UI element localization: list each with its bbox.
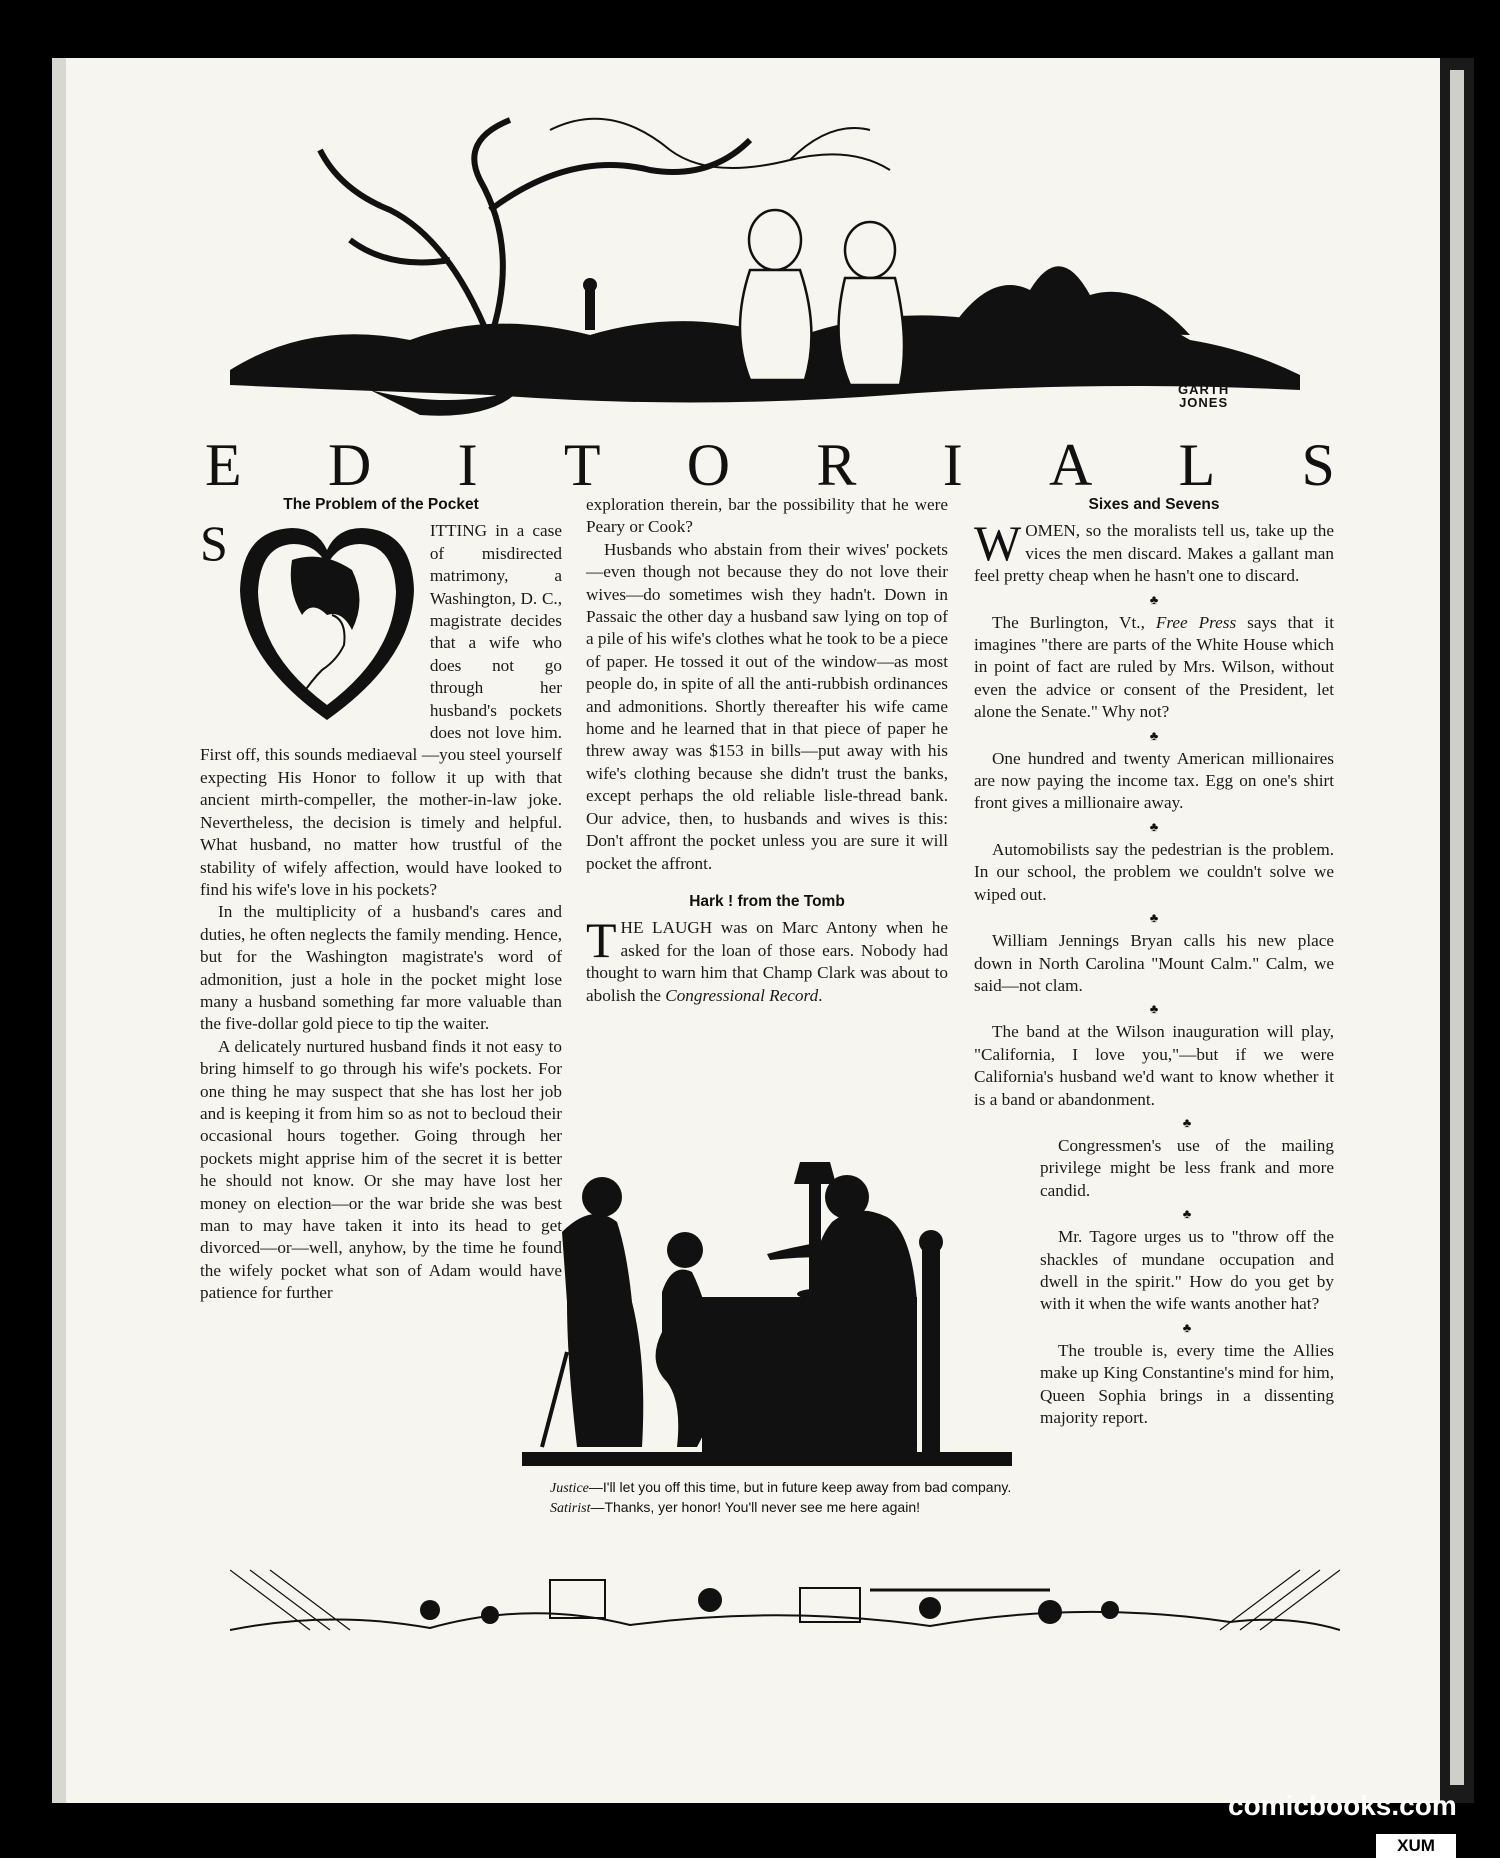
italic-text: Congressional Record	[665, 985, 819, 1005]
title-letter: E	[205, 431, 242, 498]
column-1	[200, 494, 562, 1305]
article-paragraph	[974, 612, 1334, 724]
separator-icon: ♣	[1182, 1319, 1192, 1335]
page-gutter-left	[52, 58, 66, 1803]
source-badge: XUM	[1376, 1834, 1456, 1858]
artist-signature-line1: GARTH	[1178, 382, 1230, 397]
title-letter: I	[942, 431, 963, 498]
italic-text: Free Press	[1155, 612, 1237, 632]
artist-signature-line2: JONES	[1179, 395, 1229, 410]
caption-line	[522, 1478, 1012, 1498]
page-title	[205, 430, 1335, 500]
cartoon-caption	[522, 1478, 1012, 1518]
article-paragraph	[974, 515, 1334, 587]
caption-text: —I'll let you off this time, but in future keep away from bad company.	[588, 1479, 1012, 1495]
title-letter: D	[327, 431, 372, 498]
separator-icon: ♣	[1149, 727, 1159, 743]
artist-signature	[1178, 383, 1229, 409]
article-paragraph: exploration therein, bar the possibility that he were Peary or Cook?	[586, 495, 948, 537]
article-paragraph: A delicately nurtured husband finds it not easy to bring himself to go through his wife's pockets. For one thing he may suspect that she has lost her job and is keeping it from him so as not to becloud their occasional hours together. Going through her pockets might apprise him of the secret it is better he should not know. Or she may have lost her money on election—or the war bride she was best man to may have taken it into its head to get divorced—or—well, anyhow, by the time he found the wifely pocket what son of Adam would have patience for further	[200, 1036, 562, 1303]
next-page-sliver	[1450, 70, 1464, 1785]
drop-cap: S	[200, 515, 228, 572]
caption-text: —Thanks, yer honor! You'll never see me here again!	[590, 1499, 921, 1515]
separator-icon: ♣	[1149, 818, 1159, 834]
title-letter: R	[816, 431, 857, 498]
article-heading: Hark ! from the Tomb	[689, 892, 845, 910]
caption-line	[522, 1498, 1012, 1518]
article-paragraph	[586, 912, 948, 1007]
separator-icon: ♣	[1149, 1001, 1159, 1017]
paragraph-text: says that it imagines "there are parts of the White House which in point of fact are ruled by Mrs. Wilson, without even the advice or consent of the President, let alone the Senate." Why not?	[974, 612, 1334, 722]
article-paragraph: One hundred and twenty American millionaires are now paying the income tax. Egg on one's shirt front gives a millionaire away.	[974, 748, 1334, 813]
paragraph-text: OMEN, so the moralists tell us, take up the vices the men discard. Makes a gallant man feel pretty cheap when he hasn't one to discard.	[974, 521, 1334, 586]
cameo-portrait-illustration	[232, 520, 422, 725]
title-letter: O	[686, 431, 731, 498]
footer-illustration	[230, 1560, 1340, 1640]
article-heading: The Problem of the Pocket	[283, 496, 479, 513]
caption-speaker: Justice	[550, 1481, 589, 1496]
title-letter: L	[1178, 431, 1216, 498]
article-paragraph: Mr. Tagore urges us to "throw off the shackles of mundane occupation and dwell in the spirit." How do you get by with it when the wife wants another hat?	[1040, 1227, 1334, 1314]
article-heading: Sixes and Sevens	[1088, 496, 1220, 513]
site-watermark: comicbooks.com	[1228, 1790, 1457, 1821]
paragraph-text: .	[818, 985, 823, 1005]
header-illustration	[190, 90, 1310, 440]
article-paragraph	[200, 515, 562, 901]
separator-icon: ♣	[1182, 1206, 1192, 1222]
article-paragraph: The trouble is, every time the Allies make up King Constantine's mind for him, Queen Sophia brings in a dissenting majority report.	[1040, 1340, 1334, 1427]
column-3	[974, 494, 1334, 1429]
drop-cap: W	[974, 515, 1022, 572]
title-letter: A	[1048, 431, 1093, 498]
article-paragraph: Automobilists say the pedestrian is the problem. In our school, the problem we couldn't solve we wiped out.	[974, 839, 1334, 904]
article-paragraph: The band at the Wilson inauguration will play, "California, I love you,"—but if we were California's husband we'd want to know whether it is a band or abandonment.	[974, 1022, 1334, 1109]
paragraph-text: ITTING in a case of misdirected matrimony, a Washington, D. C., magistrate decides that a wife who does not go through her husband's pockets does not love him. First off, this sounds mediaeval —you steel yourself expecting His Honor to follow it up with that ancient mirth-compeller, the mother-in-law joke. Nevertheless, the decision is timely and helpful. What husband, no matter how trustful of the stability of wifely affection, would have looked to find his wife's love in his pockets?	[200, 521, 562, 899]
article-paragraph: In the multiplicity of a husband's cares and duties, he often neglects the family mending. Hence, but for the Washington magistrate's word of admonition, just a hole in the pocket might lose many a husband something far more valuable than the five-dollar gold piece to tip the waiter.	[200, 902, 562, 1034]
column-2	[586, 494, 948, 1007]
drop-cap: T	[586, 912, 617, 969]
title-letter: S	[1301, 431, 1335, 498]
separator-icon: ♣	[1182, 1114, 1192, 1130]
article-paragraph: Husbands who abstain from their wives' pockets—even though not because they do not love their wives—do sometimes wish they hadn't. Down in Passaic the other day a husband saw lying on top of a pile of his wife's clothes what he took to be a piece of paper. He tossed it out of the window—as most people do, in spite of all the anti-rubbish ordinances and admonitions. Shortly thereafter his wife came home and he learned that in that piece of paper he threw away was $153 in bills—put away with his wife's clothing because she didn't trust the banks, except perhaps the old reliable lisle-thread bank. Our advice, then, to husbands and wives is this: Don't affront the pocket unless you are sure it will pocket the affront.	[586, 539, 949, 873]
paragraph-text: HE LAUGH was on Marc Antony when he asked for the loan of those ears. Nobody had thought to warn him that Champ Clark was about to abolish the	[586, 918, 948, 1005]
header-tree	[320, 120, 750, 340]
title-letter: T	[563, 431, 601, 498]
silhouette-cartoon	[522, 1162, 1012, 1472]
paragraph-text: The Burlington, Vt.,	[992, 612, 1156, 632]
title-letter: I	[457, 431, 478, 498]
separator-icon: ♣	[1149, 910, 1159, 926]
article-paragraph: William Jennings Bryan calls his new place down in North Carolina "Mount Calm." Calm, we said—not clam.	[974, 931, 1334, 995]
caption-speaker: Satirist	[550, 1501, 591, 1516]
separator-icon: ♣	[1149, 591, 1159, 607]
header-figure-small	[583, 278, 597, 330]
article-paragraph: Congressmen's use of the mailing privilege might be less frank and more candid.	[1040, 1135, 1334, 1200]
